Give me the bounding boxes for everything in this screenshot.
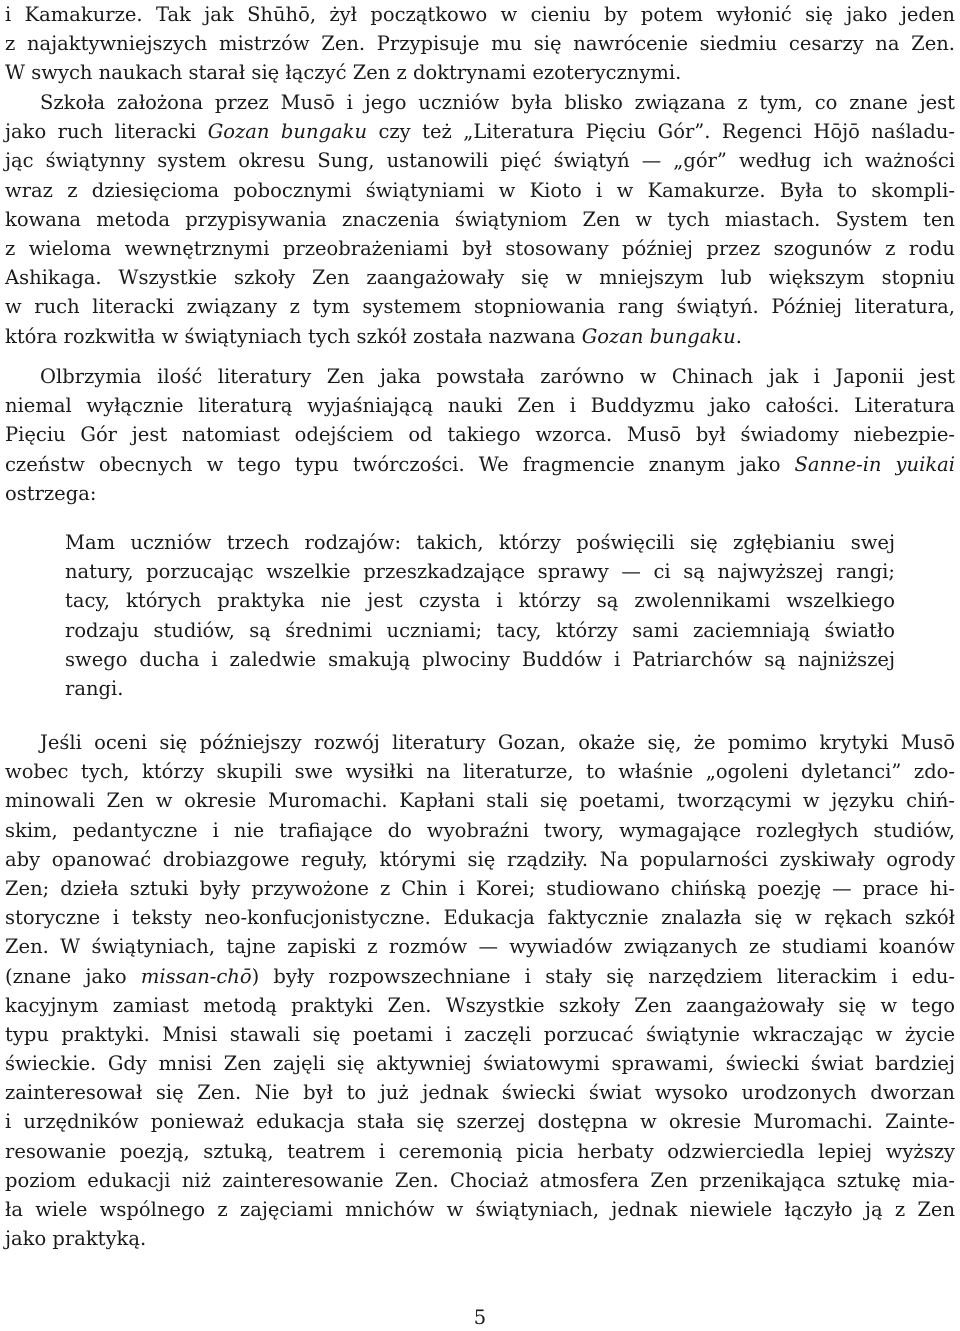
text-line: Mam uczniów trzech rodzajów: takich, którzy poświęcili się zgłębianiu swej — [65, 531, 895, 554]
paragraph-zen-literature — [5, 362, 955, 508]
italic-term: Gozan bungaku — [207, 120, 368, 144]
text-line: i Kamakurze. Tak jak Shūhō, żył początkowo w cieniu by potem wyłonić się jako jeden — [5, 3, 955, 26]
text-line: Jeśli oceni się późniejszy rozwój literatury Gozan, okaże się, że pomimo krytyki Musō — [40, 731, 955, 754]
text-line: i urzędników ponieważ edukacja stała się szerzej dostępna w okresie Muromachi. Zainte- — [5, 1110, 955, 1134]
italic-term: Sanne-in yuikai — [794, 452, 955, 476]
text-line: Ashikaga. Wszystkie szkoły Zen zaangażowały się w mniejszym lub większym stopniu — [5, 266, 955, 290]
text-line: rodzaju studiów, są średnimi uczniami; tacy, którzy sami zaciemniają światło — [65, 618, 895, 642]
text-line: świeckie. Gdy mnisi Zen zajęli się aktywniej światowymi sprawami, świecki świat bardziej — [5, 1052, 955, 1076]
paragraph-musos-school — [5, 88, 955, 351]
text-line: resowanie poezją, sztuką, teatrem i ceremonią picia herbaty odzwierciedla lepiej wyższy — [5, 1139, 955, 1163]
paragraph-gozan-development — [5, 728, 955, 1253]
text-line: czeństw obecnych w tego typu twórczości. We fragmencie znanym jako Sanne-in yuikai — [5, 452, 955, 476]
block-quotation — [65, 528, 895, 703]
text-line: ła wiele wspólnego z zajęciami mnichów w świątyniach, jednak niewiele łączyło ją z Zen — [5, 1198, 955, 1221]
text-line: minowali Zen w okresie Muromachi. Kapłani stali się poetami, tworzącymi w języku chiń- — [5, 789, 955, 813]
text-line: jako ruch literacki Gozan bungaku czy też „Literatura Pięciu Gór”. Regenci Hōjō naśladu- — [5, 120, 955, 144]
text-line: skim, pedantyczne i nie trafiające do wyobraźni twory, wymagające rozległych studiów, — [5, 818, 955, 842]
text-line: w ruch literacki związany z tym systemem stopniowania rang świątyń. Później literatura, — [5, 295, 955, 319]
text-line: z najaktywniejszych mistrzów Zen. Przypisuje mu się nawrócenie siedmiu cesarzy na Zen. — [5, 32, 955, 56]
text-line: natury, porzucając wszelkie przeszkadzające sprawy — ci są najwyższej rangi; — [65, 560, 895, 584]
text-line: kacyjnym zamiast metodą praktyki Zen. Wszystkie szkoły Zen zaangażowały się w tego — [5, 993, 955, 1017]
text-line: Olbrzymia ilość literatury Zen jaka powstała zarówno w Chinach jak i Japonii jest — [40, 365, 955, 388]
text-line: tacy, których praktyka nie jest czysta i którzy są zwolennikami wszelkiego — [65, 589, 895, 613]
italic-term: Gozan bungaku — [581, 324, 736, 348]
text-line: Pięciu Gór jest natomiast odejściem od takiego wzorca. Musō był świadomy niebezpie- — [5, 423, 955, 447]
text-line: aby opanować drobiazgowe reguły, którymi się rządziły. Na popularności zyskiwały ogrody — [5, 847, 955, 871]
paragraph-continuation — [5, 0, 955, 88]
text-line: jąc świątynny system okresu Sung, ustanowili pięć świątyń — „gór” według ich ważności — [5, 149, 955, 173]
text-line: Zen; dzieła sztuki były przywożone z Chin i Korei; studiowano chińską poezję — prace hi- — [5, 876, 955, 900]
text-line: poziom edukacji niż zainteresowanie Zen. Chociaż atmosfera Zen przenikająca sztukę mia- — [5, 1168, 955, 1192]
text-line: jako praktyką. — [5, 1227, 147, 1251]
text-line: W swych naukach starał się łączyć Zen z doktrynami ezoterycznymi. — [5, 61, 682, 85]
text-line: typu praktyki. Mnisi stawali się poetami i zaczęli porzucać świątynie wkraczając w życie — [5, 1022, 955, 1046]
text-line: Zen. W świątyniach, tajne zapiski z rozmów — wywiadów związanych ze studiami koanów — [5, 935, 955, 959]
text-line: kowana metoda przypisywania znaczenia świątyniom Zen w tych miastach. System ten — [5, 207, 955, 231]
text-line: swego ducha i zaledwie smakują plwociny Buddów i Patriarchów są najniższej — [65, 647, 895, 671]
text-line: która rozkwitła w świątyniach tych szkół została nazwana Gozan bungaku. — [5, 324, 742, 348]
text-line: wobec tych, którzy skupili swe wysiłki na literaturze, to właśnie „ogoleni dyletanci” zdo- — [5, 760, 955, 784]
text-line: wraz z dziesięcioma pobocznymi świątyniami w Kioto i w Kamakurze. Była to skompli- — [5, 178, 955, 202]
text-line: z wieloma wewnętrznymi przeobrażeniami był stosowany później przez szogunów z rodu — [5, 236, 955, 260]
text-line: niemal wyłącznie literaturą wyjaśniającą nauki Zen i Buddyzmu jako całości. Literatura — [5, 394, 955, 418]
text-line: Szkoła założona przez Musō i jego uczniów była blisko związana z tym, co znane jest — [40, 91, 955, 114]
text-line: zainteresował się Zen. Nie był to już jednak świecki świat wysoko urodzonych dworzan — [5, 1081, 955, 1105]
italic-term: missan-chō — [140, 964, 252, 988]
text-line: ostrzega: — [5, 481, 97, 505]
text-line: (znane jako missan-chō) były rozpowszechniane i stały się narzędziem literackim i edu- — [5, 964, 955, 988]
text-line: storyczne i teksty neo-konfucjonistyczne. Edukacja faktycznie znalazła się w rękach szkół — [5, 906, 955, 930]
text-line: rangi. — [65, 676, 124, 700]
page-number: 5 — [473, 1306, 487, 1329]
